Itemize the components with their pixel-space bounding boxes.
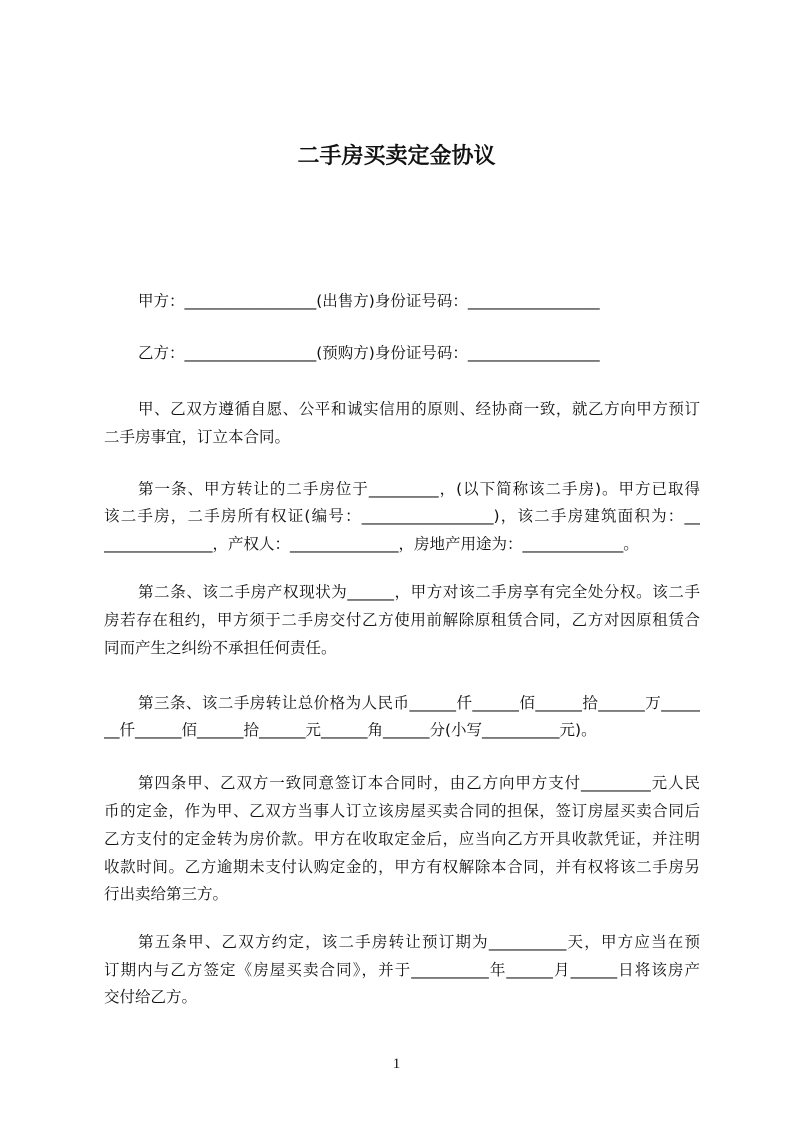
article4-line: 第四条甲、乙双方一致同意签订本合同时，由乙方向甲方支付_________元人民 [138,774,700,792]
preamble-line: 二手房事宜，订立本合同。 [104,428,291,446]
article2-line: 第二条、该二手房产权现状为______，甲方对该二手房享有完全处分权。该二手 [138,583,700,601]
article4-line: 行出卖给第三方。 [104,885,229,903]
article3-line: __仟______佰______拾______元______角______分(小写__________元)。 [104,721,597,739]
article4-line: 乙方支付的定金转为房价款。甲方在收取定金后，应当向乙方开具收款凭证，并注明 [104,830,700,848]
party-a-line: 甲方：_________________(出售方)身份证号码：_________________ [138,292,600,310]
party-b-line: 乙方：_________________(预购方)身份证号码：_________________ [138,344,600,362]
article2-line: 同而产生之纠纷不承担任何责任。 [104,639,337,657]
page-number: 1 [392,1056,401,1072]
article5-line: 订期内与乙方签定《房屋买卖合同》，并于__________年______月______日将该房产 [104,961,700,979]
preamble-line: 甲、乙双方遵循自愿、公平和诚实信用的原则、经协商一致，就乙方向甲方预订 [138,400,700,418]
article2-line: 房若存在租约，甲方须于二手房交付乙方使用前解除原租赁合同，乙方对因原租赁合 [104,611,700,629]
article5-line: 交付给乙方。 [104,988,198,1006]
article4-line: 币的定金，作为甲、乙双方当事人订立该房屋买卖合同的担保，签订房屋买卖合同后 [104,802,700,820]
article3-line: 第三条、该二手房转让总价格为人民币______仟______佰______拾______万_____ [138,694,700,712]
article4-line: 收款时间。乙方逾期未支付认购定金的，甲方有权解除本合同，并有权将该二手房另 [104,858,700,876]
article5-line: 第五条甲、乙双方约定，该二手房转让预订期为__________天，甲方应当在预 [138,933,700,951]
article1-line: ______________，产权人：______________，房地产用途为：_____________。 [104,535,639,553]
document-title: 二手房买卖定金协议 [297,144,496,169]
article1-line: 该二手房，二手房所有权证(编号：_________________)，该二手房建筑面积为：__ [104,507,700,525]
article1-line: 第一条、甲方转让的二手房位于_________，(以下简称该二手房)。甲方已取得 [138,480,700,498]
